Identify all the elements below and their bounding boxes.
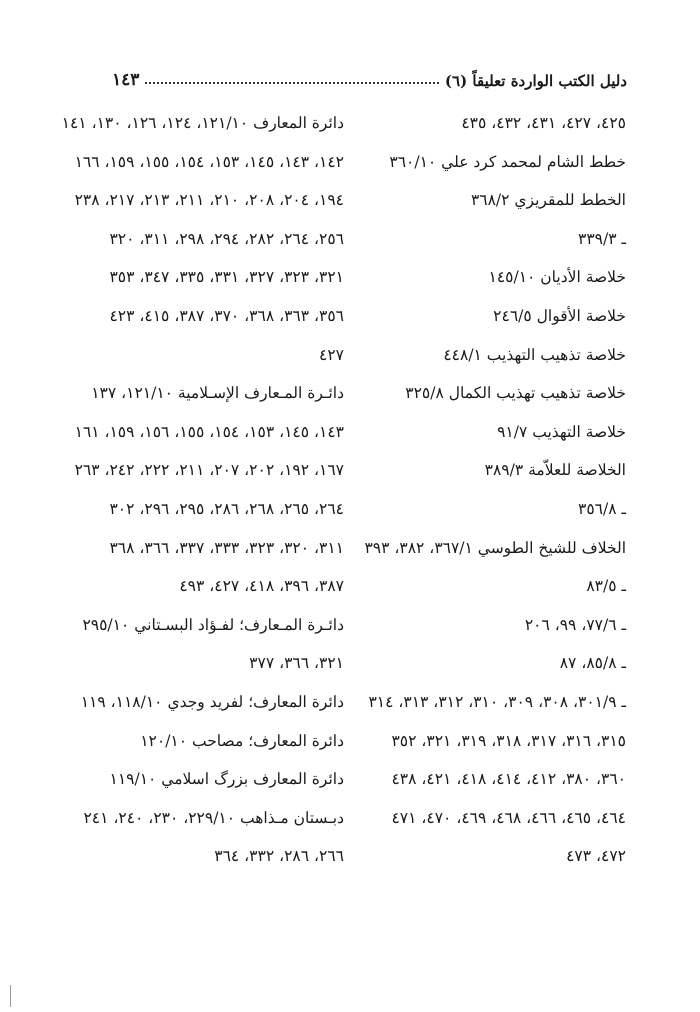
index-line: ٣٨٧، ٣٩٦، ٤١٨، ٤٢٧، ٤٩٣: [179, 577, 344, 596]
index-line: ـ ٣٣٩/٣: [578, 229, 626, 248]
index-line: ٤٢٥، ٤٢٧، ٤٣١، ٤٣٢، ٤٣٥: [461, 114, 626, 132]
index-line: ١٩٤، ٢٠٤، ٢٠٨، ٢١٠، ٢١١، ٢١٣، ٢١٧، ٢٣٨: [74, 191, 344, 210]
index-line: دبـستان مـذاهب ٢٢٩/١٠، ٢٣٠، ٢٤٠، ٢٤١: [83, 808, 344, 827]
index-line: دائـرة المـعارف؛ لفـؤاد البسـتاني ٢٩٥/١٠: [82, 615, 344, 634]
index-line: ٤٦٤، ٤٦٥، ٤٦٦، ٤٦٨، ٤٦٩، ٤٧٠، ٤٧١: [391, 808, 626, 827]
index-line: ٢٥٦، ٢٦٤، ٢٨٢، ٢٩٤، ٢٩٨، ٣١١، ٣٢٠: [109, 229, 344, 248]
index-line: ٣٢١، ٣٦٦، ٣٧٧: [249, 654, 344, 673]
index-line: ٣٢١، ٣٢٣، ٣٢٧، ٣٣١، ٣٣٥، ٣٤٧، ٣٥٣: [109, 268, 344, 287]
margin-mark: [10, 985, 11, 1007]
index-line: دائرة المعارف بزرگ اسلامي ١١٩/١٠: [109, 770, 344, 789]
index-line: ٣١٥، ٣١٦، ٣١٧، ٣١٨، ٣١٩، ٣٢١، ٣٥٢: [391, 731, 626, 750]
index-line: خلاصة تذهيب تهذيب الكمال ٣٢٥/٨: [405, 384, 626, 403]
index-line: خلاصة الأديان ١٤٥/١٠: [488, 268, 626, 287]
index-line: ٣١١، ٣٢٠، ٣٢٣، ٣٣٣، ٣٣٧، ٣٦٦، ٣٦٨: [109, 538, 344, 557]
index-line: ـ ٨٥/٨، ٨٧: [559, 654, 626, 673]
index-line: ١٤٢، ١٤٣، ١٤٥، ١٥٣، ١٥٤، ١٥٥، ١٥٩، ١٦٦: [74, 152, 344, 171]
index-line: خلاصة تذهيب التهذيب ٤٤٨/١: [443, 345, 626, 364]
index-line: ـ ٧٧/٦، ٩٩، ٢٠٦: [524, 615, 626, 634]
header-leader-dots: [145, 82, 439, 84]
index-line: ـ ٣٥٦/٨: [578, 499, 626, 518]
index-line: ٢٦٦، ٢٨٦، ٣٣٢، ٣٦٤: [214, 847, 344, 866]
index-line: دائـرة المـعارف الإسـلامية ١٢١/١٠، ١٣٧: [91, 384, 344, 403]
index-line: ١٦٧، ١٩٢، ٢٠٢، ٢٠٧، ٢١١، ٢٢٢، ٢٤٢، ٢٦٣: [74, 461, 344, 480]
index-line: ٤٧٢، ٤٧٣: [566, 847, 626, 866]
index-line: دائرة المعارف؛ مصاحب ١٢٠/١٠: [140, 731, 344, 750]
index-line: ١٤٣، ١٤٥، ١٥٣، ١٥٤، ١٥٥، ١٥٦، ١٥٩، ١٦١: [74, 422, 344, 441]
index-line: ٣٦٠، ٣٨٠، ٤١٢، ٤١٤، ٤١٨، ٤٢١، ٤٣٨: [391, 770, 626, 789]
index-line: خطط الشام لمحمد كرد علي ٣٦٠/١٠: [389, 152, 626, 171]
index-line: ـ ٣٠١/٩، ٣٠٨، ٣٠٩، ٣١٠، ٣١٢، ٣١٣، ٣١٤: [368, 692, 626, 711]
right-column: [366, 104, 626, 876]
index-line: خلاصة التهذيب ٩١/٧: [497, 422, 626, 441]
header-title: دليل الكتب الواردة تعليقاً (٦): [444, 72, 627, 90]
index-line: ٢٦٤، ٢٦٥، ٢٦٨، ٢٨٦، ٢٩٥، ٢٩٦، ٣٠٢: [109, 499, 344, 518]
index-line: الخلاصة للعلاّمة ٣٨٩/٣: [484, 461, 626, 480]
index-line: الخلاف للشيخ الطوسي ٣٦٧/١، ٣٨٢، ٣٩٣: [364, 538, 626, 557]
page-number: ١٤٣: [112, 70, 140, 90]
index-line: دائرة المعارف؛ لفريد وجدي ١١٨/١٠، ١١٩: [80, 692, 344, 711]
index-line: دائرة المعارف ١٢١/١٠، ١٢٤، ١٢٦، ١٣٠، ١٤١: [61, 114, 344, 132]
index-line: ـ ٨٣/٥: [586, 577, 626, 596]
index-line: ٤٢٧: [319, 345, 344, 364]
running-header: [112, 60, 627, 90]
left-column: [61, 104, 344, 876]
index-line: ٣٥٦، ٣٦٣، ٣٦٨، ٣٧٠، ٣٨٧، ٤١٥، ٤٢٣: [109, 306, 344, 325]
index-line: خلاصة الأقوال ٢٤٦/٥: [493, 306, 626, 325]
index-line: الخطط للمقريزي ٣٦٨/٢: [470, 191, 626, 210]
